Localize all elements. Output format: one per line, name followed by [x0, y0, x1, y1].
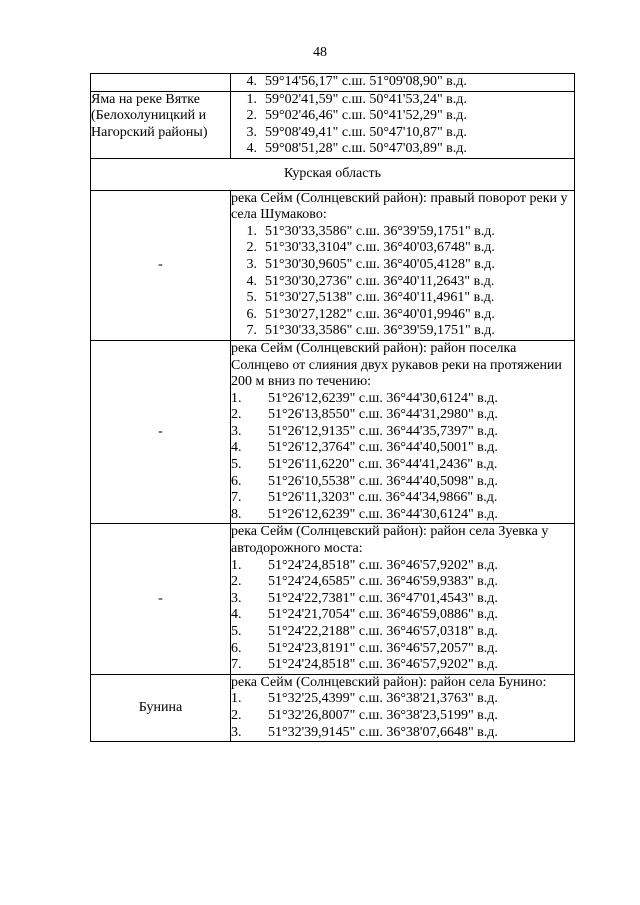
site-name-cell: Бунина: [91, 674, 231, 741]
coordinate-list: [231, 74, 574, 91]
coordinate-item: 4. 59°14'56,17" с.ш. 51°09'08,90" в.д.: [246, 74, 467, 89]
table-row: [91, 524, 575, 674]
coordinates-cell: [231, 340, 575, 524]
coordinate-item: 5. 51°24'22,2188" с.ш. 36°46'57,0318" в.д.: [231, 624, 498, 639]
coordinates-cell: [231, 190, 575, 340]
site-description: река Сейм (Солнцевский район): правый поворот реки у села Шумаково:: [231, 190, 568, 223]
page-number: 48: [313, 45, 327, 60]
coordinate-item: 8. 51°26'12,6239" с.ш. 36°44'30,6124" в.д.: [231, 506, 498, 522]
coordinate-item: 1. 51°24'24,8518" с.ш. 36°46'57,9202" в.д.: [231, 557, 498, 573]
site-name-cell: -: [91, 340, 231, 524]
coordinate-item: 2. 51°26'13,8550" с.ш. 36°44'31,2980" в.д.: [231, 407, 498, 423]
coordinate-item: 6. 51°26'10,5538" с.ш. 36°44'40,5098" в.д.: [231, 473, 498, 489]
coordinate-item: 4. 51°24'21,7054" с.ш. 36°46'59,0886" в.д.: [231, 607, 498, 623]
coordinate-item: 3. 51°26'12,9135" с.ш. 36°44'35,7397" в.д.: [231, 423, 498, 439]
coordinate-item: 4. 51°26'12,3764" с.ш. 36°44'40,5001" в.д.: [231, 440, 498, 456]
coordinate-item: 6. 51°24'23,8191" с.ш. 36°46'57,2057" в.д.: [231, 640, 498, 656]
table-row: [91, 190, 575, 340]
coordinate-list: [231, 224, 574, 340]
table-row: [91, 74, 575, 92]
coordinate-item: 7. 51°30'33,3586" с.ш. 36°39'59,1751" в.д.: [246, 323, 495, 339]
coordinate-item: 1. 59°02'41,59" с.ш. 50°41'53,24" в.д.: [246, 91, 467, 107]
table-row: [91, 340, 575, 524]
table-row: [91, 91, 575, 158]
coordinate-item: 4. 51°30'30,2736" с.ш. 36°40'11,2643" в.д.: [246, 273, 495, 289]
fishing-sites-table: [90, 73, 575, 742]
coordinate-item: 4. 59°08'51,28" с.ш. 50°47'03,89" в.д.: [246, 141, 467, 157]
site-description: река Сейм (Солнцевский район): район села Зуевка у автодорожного моста:: [231, 524, 549, 557]
site-description: река Сейм (Солнцевский район): район поселка Солнцево от слияния двух рукавов реки на протяжении 200 м вниз по течению:: [231, 340, 562, 390]
coordinate-item: 3. 51°32'39,9145" с.ш. 36°38'07,6648" в.д.: [231, 724, 498, 740]
coordinate-item: 1. 51°26'12,6239" с.ш. 36°44'30,6124" в.д.: [231, 390, 498, 406]
coordinate-item: 5. 51°30'27,5138" с.ш. 36°40'11,4961" в.д.: [246, 290, 495, 306]
coordinate-item: 7. 51°26'11,3203" с.ш. 36°44'34,9866" в.д.: [231, 490, 498, 506]
coordinate-item: 2. 59°02'46,46" с.ш. 50°41'52,29" в.д.: [246, 108, 467, 124]
coordinate-item: 6. 51°30'27,1282" с.ш. 36°40'01,9946" в.д.: [246, 306, 495, 322]
coordinates-cell: [231, 91, 575, 158]
coordinate-item: 5. 51°26'11,6220" с.ш. 36°44'41,2436" в.д.: [231, 457, 498, 473]
coordinate-item: 7. 51°24'24,8518" с.ш. 36°46'57,9202" в.д.: [231, 657, 498, 673]
site-name-cell: [91, 74, 231, 92]
site-name-cell: -: [91, 524, 231, 674]
coordinate-item: 1. 51°30'33,3586" с.ш. 36°39'59,1751" в.д.: [246, 223, 495, 239]
coordinate-list: [231, 691, 574, 741]
coordinate-item: 3. 51°24'22,7381" с.ш. 36°47'01,4543" в.д.: [231, 590, 498, 606]
coordinate-item: 2. 51°32'26,8007" с.ш. 36°38'23,5199" в.д.: [231, 707, 498, 723]
coordinate-list: [231, 92, 574, 158]
coordinates-cell: [231, 74, 575, 92]
coordinate-list: [231, 391, 574, 524]
site-name-cell: -: [91, 190, 231, 340]
table-row: [91, 674, 575, 741]
coordinate-item: 2. 51°24'24,6585" с.ш. 36°46'59,9383" в.д.: [231, 574, 498, 590]
coordinate-item: 3. 59°08'49,41" с.ш. 50°47'10,87" в.д.: [246, 124, 467, 140]
coordinate-item: 2. 51°30'33,3104" с.ш. 36°40'03,6748" в.д.: [246, 240, 495, 256]
site-description: река Сейм (Солнцевский район): район села Бунино:: [231, 674, 547, 690]
site-name-cell: Яма на реке Вятке (Белохолуницкий и Нагорский районы): [91, 91, 231, 158]
section-row: [91, 158, 575, 190]
coordinates-cell: [231, 674, 575, 741]
coordinate-item: 1. 51°32'25,4399" с.ш. 36°38'21,3763" в.д.: [231, 691, 498, 707]
coordinates-cell: [231, 524, 575, 674]
coordinate-list: [231, 558, 574, 674]
coordinate-item: 3. 51°30'30,9605" с.ш. 36°40'05,4128" в.д.: [246, 256, 495, 272]
section-title: Курская область: [91, 158, 575, 190]
